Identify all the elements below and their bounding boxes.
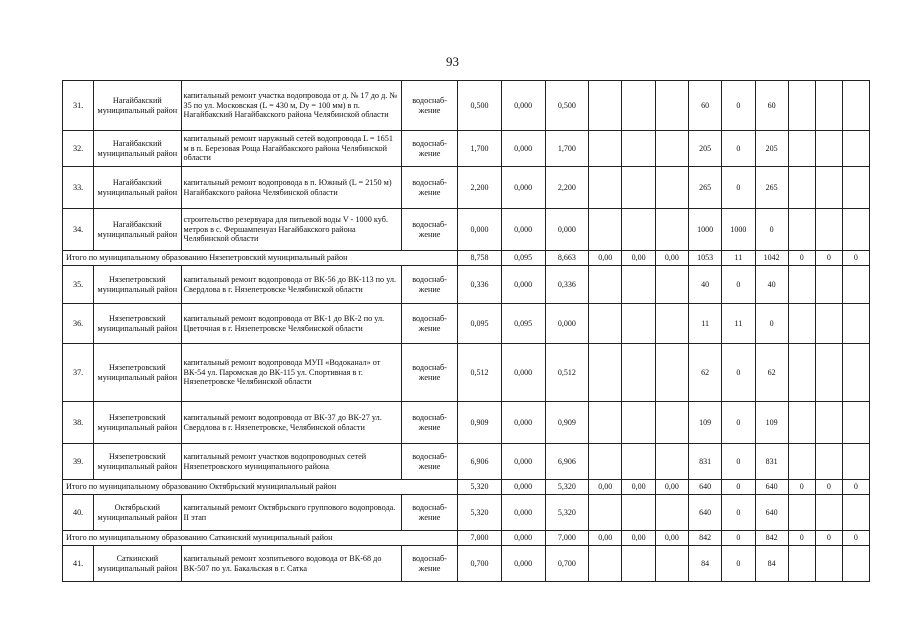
subtotal-label: Итого по муниципальному образованию Нязепетровский муниципальный район xyxy=(63,251,458,266)
description-cell: капитальный ремонт хозпитьевого водовода от ВК-68 до ВК-507 по ул. Бакальская в г. Сатка xyxy=(181,546,401,582)
value-cell: 0 xyxy=(755,209,788,251)
value-cell xyxy=(589,209,622,251)
value-cell xyxy=(655,167,688,209)
value-cell: 2,200 xyxy=(545,167,589,209)
value-cell xyxy=(655,266,688,304)
district-cell: Нязепетровский муниципальный район xyxy=(94,304,181,344)
value-cell: 5,320 xyxy=(458,480,502,495)
subtotal-row xyxy=(63,251,870,266)
category-cell: водоснаб-жение xyxy=(402,546,458,582)
value-cell: 0,00 xyxy=(655,531,688,546)
value-cell xyxy=(842,81,869,131)
value-cell: 0 xyxy=(788,480,815,495)
subtotal-row xyxy=(63,531,870,546)
value-cell: 842 xyxy=(755,531,788,546)
value-cell: 62 xyxy=(755,344,788,402)
value-cell xyxy=(842,344,869,402)
category-cell: водоснаб-жение xyxy=(402,344,458,402)
value-cell xyxy=(788,209,815,251)
value-cell xyxy=(815,546,842,582)
value-cell: 0,500 xyxy=(458,81,502,131)
value-cell: 2,200 xyxy=(458,167,502,209)
category-cell: водоснаб-жение xyxy=(402,81,458,131)
row-number: 33. xyxy=(63,167,94,209)
value-cell: 0 xyxy=(815,531,842,546)
table-row xyxy=(63,266,870,304)
value-cell: 0,00 xyxy=(589,531,622,546)
row-number: 31. xyxy=(63,81,94,131)
value-cell xyxy=(788,81,815,131)
value-cell xyxy=(842,131,869,167)
value-cell: 0 xyxy=(815,480,842,495)
value-cell: 640 xyxy=(755,480,788,495)
value-cell: 0,700 xyxy=(545,546,589,582)
value-cell xyxy=(622,81,655,131)
value-cell xyxy=(655,304,688,344)
subtotal-label: Итого по муниципальному образованию Саткинский муниципальный район xyxy=(63,531,458,546)
value-cell: 0 xyxy=(842,480,869,495)
value-cell xyxy=(842,209,869,251)
table-row xyxy=(63,131,870,167)
district-cell: Нагайбакский муниципальный район xyxy=(94,167,181,209)
value-cell xyxy=(622,402,655,444)
value-cell xyxy=(655,209,688,251)
value-cell xyxy=(622,209,655,251)
value-cell: 0,00 xyxy=(655,251,688,266)
row-number: 37. xyxy=(63,344,94,402)
value-cell: 640 xyxy=(688,480,721,495)
value-cell xyxy=(622,131,655,167)
value-cell: 0 xyxy=(722,402,755,444)
value-cell: 0,000 xyxy=(501,531,545,546)
value-cell: 0,512 xyxy=(458,344,502,402)
value-cell xyxy=(842,444,869,480)
value-cell: 84 xyxy=(755,546,788,582)
value-cell xyxy=(589,167,622,209)
value-cell xyxy=(815,266,842,304)
value-cell: 109 xyxy=(688,402,721,444)
value-cell: 0,000 xyxy=(501,495,545,531)
value-cell: 0 xyxy=(842,251,869,266)
value-cell xyxy=(622,304,655,344)
description-cell: капитальный ремонт наружный сетей водопровода L = 1651 м в п. Березовая Роща Нагайбакского района Челябинской области xyxy=(181,131,401,167)
value-cell: 640 xyxy=(755,495,788,531)
table-row xyxy=(63,209,870,251)
district-cell: Октябрьский муниципальный район xyxy=(94,495,181,531)
row-number: 35. xyxy=(63,266,94,304)
row-number: 34. xyxy=(63,209,94,251)
value-cell: 84 xyxy=(688,546,721,582)
value-cell: 0,00 xyxy=(622,251,655,266)
value-cell: 1042 xyxy=(755,251,788,266)
value-cell xyxy=(655,495,688,531)
value-cell: 0 xyxy=(722,344,755,402)
value-cell: 0,000 xyxy=(545,304,589,344)
value-cell xyxy=(655,81,688,131)
value-cell xyxy=(788,266,815,304)
value-cell: 60 xyxy=(688,81,721,131)
value-cell xyxy=(842,266,869,304)
table-row xyxy=(63,495,870,531)
value-cell: 205 xyxy=(688,131,721,167)
value-cell xyxy=(815,444,842,480)
value-cell: 0,095 xyxy=(501,304,545,344)
value-cell xyxy=(655,402,688,444)
value-cell xyxy=(589,546,622,582)
district-cell: Нязепетровский муниципальный район xyxy=(94,266,181,304)
value-cell: 0 xyxy=(788,531,815,546)
value-cell: 6,906 xyxy=(458,444,502,480)
value-cell: 205 xyxy=(755,131,788,167)
value-cell: 1000 xyxy=(688,209,721,251)
category-cell: водоснаб-жение xyxy=(402,304,458,344)
value-cell: 0 xyxy=(842,531,869,546)
value-cell: 1,700 xyxy=(458,131,502,167)
value-cell xyxy=(842,495,869,531)
description-cell: капитальный ремонт Октябрьского группового водопровода. II этап xyxy=(181,495,401,531)
value-cell: 6,906 xyxy=(545,444,589,480)
description-cell: капитальный ремонт участков водопроводных сетей Нязепетровского муниципального района xyxy=(181,444,401,480)
value-cell xyxy=(815,167,842,209)
table-row xyxy=(63,304,870,344)
value-cell: 1000 xyxy=(722,209,755,251)
district-cell: Саткинский муниципальный район xyxy=(94,546,181,582)
description-cell: строительство резервуара для питьевой воды V - 1000 куб. метров в с. Фершампенуаз Нагайбакского района Челябинской области xyxy=(181,209,401,251)
table-row xyxy=(63,402,870,444)
value-cell: 831 xyxy=(755,444,788,480)
value-cell xyxy=(815,304,842,344)
value-cell: 0,909 xyxy=(458,402,502,444)
row-number: 41. xyxy=(63,546,94,582)
value-cell: 1053 xyxy=(688,251,721,266)
value-cell: 0,000 xyxy=(458,209,502,251)
value-cell: 0,000 xyxy=(501,81,545,131)
value-cell xyxy=(842,402,869,444)
value-cell xyxy=(589,344,622,402)
category-cell: водоснаб-жение xyxy=(402,167,458,209)
row-number: 39. xyxy=(63,444,94,480)
value-cell xyxy=(788,344,815,402)
value-cell xyxy=(622,495,655,531)
value-cell: 265 xyxy=(755,167,788,209)
category-cell: водоснаб-жение xyxy=(402,131,458,167)
value-cell: 265 xyxy=(688,167,721,209)
value-cell xyxy=(655,131,688,167)
value-cell xyxy=(815,81,842,131)
value-cell: 842 xyxy=(688,531,721,546)
value-cell: 0,000 xyxy=(501,402,545,444)
district-cell: Нязепетровский муниципальный район xyxy=(94,344,181,402)
description-cell: капитальный ремонт водопровода в п. Южный (L = 2150 м) Нагайбакского района Челябинской области xyxy=(181,167,401,209)
value-cell xyxy=(815,131,842,167)
value-cell: 0,000 xyxy=(501,344,545,402)
value-cell: 0,500 xyxy=(545,81,589,131)
value-cell xyxy=(815,344,842,402)
value-cell: 11 xyxy=(722,304,755,344)
value-cell: 0 xyxy=(815,251,842,266)
value-cell xyxy=(655,344,688,402)
value-cell: 0,095 xyxy=(458,304,502,344)
value-cell: 40 xyxy=(755,266,788,304)
value-cell: 0,000 xyxy=(501,480,545,495)
description-cell: капитальный ремонт водопровода от ВК-56 до ВК-113 по ул. Свердлова в г. Нязепетровске Челябинской области xyxy=(181,266,401,304)
value-cell: 11 xyxy=(722,251,755,266)
value-cell: 0,00 xyxy=(589,251,622,266)
value-cell: 40 xyxy=(688,266,721,304)
category-cell: водоснаб-жение xyxy=(402,444,458,480)
value-cell xyxy=(589,81,622,131)
row-number: 40. xyxy=(63,495,94,531)
value-cell xyxy=(788,546,815,582)
value-cell: 0,00 xyxy=(622,480,655,495)
value-cell: 0 xyxy=(722,167,755,209)
value-cell: 5,320 xyxy=(545,495,589,531)
value-cell: 0,336 xyxy=(458,266,502,304)
value-cell: 0 xyxy=(788,251,815,266)
value-cell xyxy=(815,209,842,251)
value-cell: 0,00 xyxy=(655,480,688,495)
value-cell: 0 xyxy=(722,131,755,167)
value-cell: 0,512 xyxy=(545,344,589,402)
district-cell: Нагайбакский муниципальный район xyxy=(94,81,181,131)
value-cell xyxy=(622,546,655,582)
district-cell: Нязепетровский муниципальный район xyxy=(94,402,181,444)
category-cell: водоснаб-жение xyxy=(402,266,458,304)
value-cell: 0,000 xyxy=(501,167,545,209)
value-cell: 0,000 xyxy=(501,266,545,304)
value-cell xyxy=(788,304,815,344)
value-cell: 0,000 xyxy=(501,209,545,251)
value-cell xyxy=(815,402,842,444)
value-cell: 0 xyxy=(722,546,755,582)
value-cell xyxy=(622,266,655,304)
value-cell: 0,00 xyxy=(622,531,655,546)
projects-table xyxy=(62,80,870,582)
value-cell: 0,909 xyxy=(545,402,589,444)
value-cell xyxy=(622,167,655,209)
value-cell: 0 xyxy=(722,531,755,546)
value-cell xyxy=(655,444,688,480)
page-number: 93 xyxy=(446,54,459,69)
value-cell: 0,000 xyxy=(501,444,545,480)
value-cell: 0,000 xyxy=(545,209,589,251)
value-cell: 0 xyxy=(755,304,788,344)
category-cell: водоснаб-жение xyxy=(402,495,458,531)
value-cell: 7,000 xyxy=(458,531,502,546)
value-cell xyxy=(842,304,869,344)
value-cell xyxy=(589,444,622,480)
subtotal-label: Итого по муниципальному образованию Октябрьский муниципальный район xyxy=(63,480,458,495)
value-cell xyxy=(788,402,815,444)
value-cell: 0 xyxy=(722,81,755,131)
value-cell: 640 xyxy=(688,495,721,531)
value-cell xyxy=(655,546,688,582)
value-cell xyxy=(788,131,815,167)
value-cell: 0,700 xyxy=(458,546,502,582)
value-cell xyxy=(622,344,655,402)
row-number: 32. xyxy=(63,131,94,167)
row-number: 38. xyxy=(63,402,94,444)
value-cell: 11 xyxy=(688,304,721,344)
value-cell: 60 xyxy=(755,81,788,131)
value-cell: 0,000 xyxy=(501,546,545,582)
value-cell: 0,000 xyxy=(501,131,545,167)
description-cell: капитальный ремонт водопровода от ВК-37 до ВК-27 ул. Свердлова в г. Нязепетровске, Челябинской области xyxy=(181,402,401,444)
value-cell: 0 xyxy=(722,495,755,531)
district-cell: Нагайбакский муниципальный район xyxy=(94,209,181,251)
value-cell xyxy=(788,495,815,531)
value-cell xyxy=(788,167,815,209)
table-row xyxy=(63,444,870,480)
value-cell: 5,320 xyxy=(458,495,502,531)
description-cell: капитальный ремонт водопровода МУП «Водоканал» от ВК-54 ул. Паромская до ВК-115 ул. Спортивная в г. Нязепетровске Челябинской области xyxy=(181,344,401,402)
value-cell: 0,336 xyxy=(545,266,589,304)
value-cell: 1,700 xyxy=(545,131,589,167)
district-cell: Нагайбакский муниципальный район xyxy=(94,131,181,167)
category-cell: водоснаб-жение xyxy=(402,402,458,444)
table-row xyxy=(63,81,870,131)
value-cell: 0,00 xyxy=(589,480,622,495)
value-cell: 5,320 xyxy=(545,480,589,495)
value-cell: 0 xyxy=(722,480,755,495)
value-cell: 0 xyxy=(722,266,755,304)
value-cell: 62 xyxy=(688,344,721,402)
value-cell: 0,095 xyxy=(501,251,545,266)
row-number: 36. xyxy=(63,304,94,344)
value-cell xyxy=(589,131,622,167)
value-cell: 7,000 xyxy=(545,531,589,546)
value-cell xyxy=(622,444,655,480)
description-cell: капитальный ремонт участка водопровода от д. № 17 до д. № 35 по ул. Московская (L = 430 м, Dу = 100 мм) в п. Нагайбакский Нагайбакского района Челябинской области xyxy=(181,81,401,131)
district-cell: Нязепетровский муниципальный район xyxy=(94,444,181,480)
table-row xyxy=(63,167,870,209)
value-cell xyxy=(788,444,815,480)
value-cell: 8,663 xyxy=(545,251,589,266)
value-cell: 8,758 xyxy=(458,251,502,266)
subtotal-row xyxy=(63,480,870,495)
category-cell: водоснаб-жение xyxy=(402,209,458,251)
value-cell xyxy=(842,546,869,582)
value-cell xyxy=(589,495,622,531)
value-cell xyxy=(589,266,622,304)
table-row xyxy=(63,344,870,402)
value-cell xyxy=(589,402,622,444)
value-cell xyxy=(815,495,842,531)
value-cell xyxy=(589,304,622,344)
value-cell: 831 xyxy=(688,444,721,480)
value-cell xyxy=(842,167,869,209)
value-cell: 0 xyxy=(722,444,755,480)
description-cell: капитальный ремонт водопровода от ВК-1 до ВК-2 по ул. Цветочная в г. Нязепетровске Челябинской области xyxy=(181,304,401,344)
table-row xyxy=(63,546,870,582)
value-cell: 109 xyxy=(755,402,788,444)
